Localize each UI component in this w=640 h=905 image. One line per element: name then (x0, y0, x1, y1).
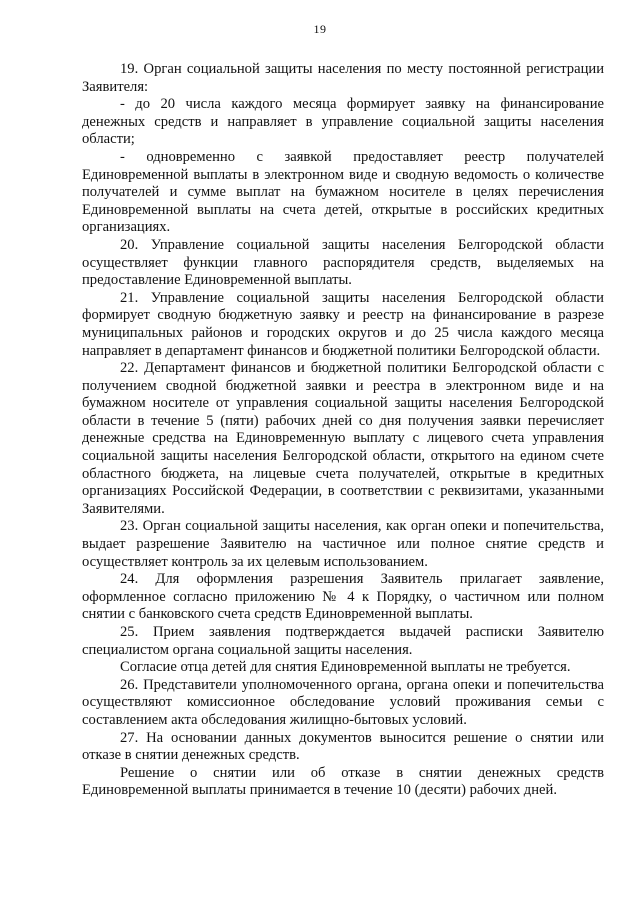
paragraph-21: 21. Управление социальной защиты населения Белгородской области формирует сводную бюджетную заявку и реестр на финансирование в разрезе муниципальных районов и городских округов и до 25 числа каждого месяца направляет в департамент финансов и бюджетной политики Белгородской области. (82, 289, 604, 359)
paragraph-20: 20. Управление социальной защиты населения Белгородской области осуществляет функции главного распорядителя средств, выделяемых на предоставление Единовременной выплаты. (82, 236, 604, 289)
page-number: 19 (313, 22, 327, 36)
paragraph-25: 25. Прием заявления подтверждается выдачей расписки Заявителю специалистом органа социальной защиты населения. (82, 624, 604, 658)
paragraph-22: 22. Департамент финансов и бюджетной политики Белгородской области с получением сводной бюджетной заявки и реестра в электронном виде и на бумажном носителе от управления социальной защиты населения Белгородской области в течение 5 (пяти) рабочих дней со дня получения заявки перечисляет денежные средства на Единовременную выплату с лицевого счета управления социальной защиты населения Белгородской области, открытого на едином счете областного бюджета, на лицевые счета получателей, открытые в кредитных организациях Российской Федерации, в соответствии с реквизитами, указанными Заявителями. (82, 360, 604, 517)
paragraph-27-note: Решение о снятии или об отказе в снятии денежных средств Единовременной выплаты принимается в течение 10 (десяти) рабочих дней. (82, 764, 604, 799)
paragraph-19: 19. Орган социальной защиты населения по месту постоянной регистрации Заявителя: (82, 61, 604, 95)
paragraph-23: 23. Орган социальной защиты населения, как орган опеки и попечительства, выдает разрешение Заявителю на частичное или полное снятие средств и осуществляет контроль за их целевым использованием. (82, 518, 604, 570)
paragraph-25-note: Согласие отца детей для снятия Единовременной выплаты не требуется. (120, 659, 571, 676)
paragraph-24: 24. Для оформления разрешения Заявитель прилагает заявление, оформленное согласно приложению № 4 к Порядку, о частичном или полном снятии с банковского счета средств Единовременной выплаты. (82, 571, 604, 623)
document-body (82, 61, 604, 800)
paragraph-19-item-1: - до 20 числа каждого месяца формирует заявку на финансирование денежных средств и направляет в управление социальной защиты населения области; (82, 96, 604, 148)
paragraph-19-item-2: - одновременно с заявкой предоставляет реестр получателей Единовременной выплаты в электронном виде и сводную ведомость о количестве получателей и сумме выплат на бумажном носителе в целях перечисления Единовременной выплаты на счета детей, открытые в российских кредитных организациях. (82, 148, 604, 236)
paragraph-26: 26. Представители уполномоченного органа, органа опеки и попечительства осуществляют комиссионное обследование условий проживания семьи с составлением акта обследования жилищно-бытовых условий. (82, 676, 604, 728)
paragraph-27: 27. На основании данных документов выносится решение о снятии или отказе в снятии денежных средств. (82, 729, 604, 764)
